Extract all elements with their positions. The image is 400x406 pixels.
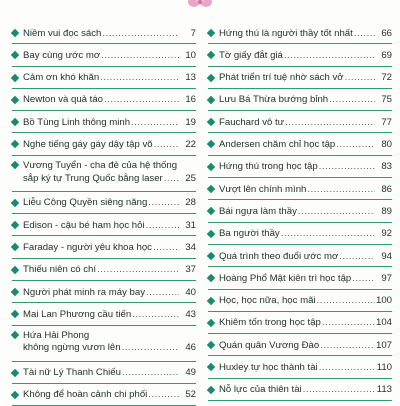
toc-entry[interactable] (208, 356, 392, 378)
toc-entry-title: Phát triển trí tuệ nhờ sách vở (219, 72, 344, 84)
toc-left-column (12, 22, 196, 406)
diamond-bullet-icon (11, 51, 19, 59)
toc-entry[interactable] (12, 44, 196, 66)
toc-entry-title: Andersen chăm chỉ học tập (219, 139, 336, 151)
toc-entry-page: 89 (381, 205, 392, 217)
toc-entry[interactable] (208, 156, 392, 178)
toc-entry-page: 83 (381, 161, 392, 173)
toc-entry-title: Không để hoàn cảnh chi phối (23, 389, 148, 401)
toc-entry-title: Hứng thú trong học tập (219, 161, 318, 173)
toc-entry-page: 46 (185, 342, 196, 354)
toc-entry-title: Mai Lan Phương cầu tiến (23, 308, 132, 320)
toc-entry-page: 7 (190, 27, 196, 39)
diamond-bullet-icon (11, 391, 19, 399)
diamond-bullet-icon (11, 288, 19, 296)
toc-entry-page: 69 (381, 49, 392, 61)
toc-entry-title: Tài nữ Lý Thanh Chiếu (23, 367, 121, 379)
toc-entry-title-line1: Vương Tuyển - cha đẻ của hệ thống (23, 159, 178, 171)
toc-entry-title: Bồ Tùng Linh thông minh (23, 116, 131, 128)
toc-entry[interactable] (208, 89, 392, 111)
diamond-bullet-icon (11, 161, 19, 169)
toc-entry[interactable] (208, 223, 392, 245)
toc-entry[interactable] (208, 290, 392, 312)
toc-entry[interactable] (12, 192, 196, 214)
toc-entry[interactable] (12, 281, 196, 303)
diamond-bullet-icon (11, 243, 19, 251)
diamond-bullet-icon (11, 330, 19, 338)
toc-entry-title: Quán quân Vương Đào (219, 339, 320, 351)
toc-entry[interactable] (208, 379, 392, 401)
toc-entry-title: Niềm vui đọc sách (23, 27, 102, 39)
diamond-bullet-icon (11, 368, 19, 376)
diamond-bullet-icon (207, 341, 215, 349)
diamond-bullet-icon (207, 386, 215, 394)
toc-entry-page: 10 (185, 49, 196, 61)
toc-entry[interactable] (208, 267, 392, 289)
toc-entry-title: Bay cùng ước mơ (23, 49, 101, 61)
toc-entry-title: Khiêm tốn trong học tập (219, 317, 321, 329)
toc-entry[interactable] (12, 362, 196, 384)
diamond-bullet-icon (11, 73, 19, 81)
toc-entry-title: Nghe tiếng gáy gáy dậy tập võ (23, 139, 153, 151)
toc-entry-page: 43 (185, 308, 196, 320)
toc-entry-title: Tờ giấy đắt giá (219, 49, 283, 61)
toc-entry[interactable] (12, 89, 196, 111)
toc-entry-page: 104 (375, 317, 392, 329)
toc-entry-title: Người phát minh ra máy bay (23, 286, 146, 298)
toc-entry-page: 31 (185, 219, 196, 231)
toc-entry[interactable] (12, 111, 196, 133)
toc-entry-page: 110 (376, 362, 392, 374)
toc-entry-page: 72 (381, 72, 392, 84)
toc-entry[interactable] (12, 326, 196, 362)
toc-entry[interactable] (12, 133, 196, 155)
diamond-bullet-icon (11, 221, 19, 229)
diamond-bullet-icon (207, 51, 215, 59)
toc-entry-page: 49 (185, 367, 196, 379)
toc-entry[interactable] (208, 312, 392, 334)
flower-icon (187, 0, 213, 10)
toc-entry-title: Quá trình theo đuổi ước mơ (219, 250, 339, 262)
toc-entry[interactable] (208, 44, 392, 66)
toc-entry-page: 94 (381, 250, 392, 262)
toc-entry-page: 13 (185, 72, 196, 84)
toc-entry[interactable] (208, 67, 392, 89)
toc-entry-title: Vượt lên chính mình (219, 183, 307, 195)
toc-entry[interactable] (208, 133, 392, 155)
toc-entry[interactable] (12, 22, 196, 44)
toc-right-column (208, 22, 392, 401)
toc-entry[interactable] (208, 178, 392, 200)
toc-entry-page: 34 (185, 241, 196, 253)
toc-entry-page: 16 (185, 94, 196, 106)
toc-entry-page: 97 (381, 272, 392, 284)
toc-entry-page: 28 (185, 197, 196, 209)
diamond-bullet-icon (11, 96, 19, 104)
toc-entry-page: 80 (381, 139, 392, 151)
toc-entry-page: 92 (381, 228, 392, 240)
toc-entry[interactable] (12, 214, 196, 236)
toc-entry-title: Bái ngựa làm thầy (219, 205, 297, 217)
diamond-bullet-icon (11, 29, 19, 37)
toc-entry[interactable] (12, 303, 196, 325)
diamond-bullet-icon (11, 265, 19, 273)
toc-entry-title: Edison - cậu bé ham học hỏi (23, 219, 145, 231)
diamond-bullet-icon (207, 207, 215, 215)
toc-entry-page: 40 (185, 286, 196, 298)
toc-entry-page: 25 (185, 172, 196, 184)
toc-entry[interactable] (208, 22, 392, 44)
diamond-bullet-icon (207, 229, 215, 237)
diamond-bullet-icon (207, 252, 215, 260)
toc-entry[interactable] (12, 259, 196, 281)
toc-entry[interactable] (208, 334, 392, 356)
toc-entry[interactable] (12, 67, 196, 89)
toc-entry-page: 52 (185, 389, 196, 401)
toc-entry-title: Cảm ơn khó khăn (23, 72, 100, 84)
toc-entry-page: 107 (375, 339, 392, 351)
diamond-bullet-icon (207, 274, 215, 282)
toc-entry-title: Lưu Bá Thừa bướng bỉnh (219, 94, 329, 106)
diamond-bullet-icon (207, 185, 215, 193)
toc-entry-title-line1: Hứa Hải Phong (23, 329, 90, 341)
diamond-bullet-icon (207, 363, 215, 371)
toc-entry-title: Ba người thầy (219, 228, 280, 240)
toc-entry[interactable] (12, 384, 196, 406)
diamond-bullet-icon (207, 96, 215, 104)
toc-entry-title: Huxley tự học thành tài (219, 362, 318, 374)
diamond-bullet-icon (207, 296, 215, 304)
toc-entry-title: Nỗ lực của thiên tài (219, 384, 302, 396)
toc-entry-page: 19 (185, 116, 196, 128)
toc-entry-page: 66 (381, 27, 392, 39)
toc-entry-title: Hoàng Phổ Mật kiên trì học tập (219, 272, 352, 284)
toc-entry-title: Học, học nữa, học mãi (219, 295, 316, 307)
toc-entry-title: Thiếu niên có chí (23, 264, 97, 276)
diamond-bullet-icon (207, 140, 215, 148)
diamond-bullet-icon (207, 319, 215, 327)
toc-entry-page: 22 (185, 139, 196, 151)
toc-entry-title: Hứng thú là người thầy tốt nhất (219, 27, 353, 39)
toc-entry-page: 100 (375, 295, 392, 307)
diamond-bullet-icon (11, 199, 19, 207)
diamond-bullet-icon (11, 310, 19, 318)
toc-entry-title-line2: sắp ký tự Trung Quốc bằng laser (23, 172, 163, 184)
toc-entry-title: Faraday - người yêu khoa học (23, 241, 152, 253)
toc-entry-page: 113 (376, 384, 392, 396)
diamond-bullet-icon (207, 163, 215, 171)
toc-entry-page: 86 (381, 183, 392, 195)
toc-entry[interactable] (12, 156, 196, 192)
toc-entry[interactable] (208, 245, 392, 267)
toc-entry-page: 77 (381, 116, 392, 128)
toc-entry-title: Fauchard vô tư (219, 116, 285, 128)
toc-entry-page: 37 (185, 264, 196, 276)
toc-entry-title: Newton và quả táo (23, 94, 104, 106)
toc-entry-page: 75 (381, 94, 392, 106)
toc-entry-title: Liễu Công Quyền siêng năng (23, 197, 148, 209)
diamond-bullet-icon (207, 73, 215, 81)
diamond-bullet-icon (207, 29, 215, 37)
diamond-bullet-icon (11, 140, 19, 148)
toc-entry[interactable] (208, 200, 392, 222)
diamond-bullet-icon (207, 118, 215, 126)
toc-entry-title-line2: không ngừng vươn lên (23, 342, 121, 354)
toc-entry[interactable] (12, 236, 196, 258)
diamond-bullet-icon (11, 118, 19, 126)
toc-entry[interactable] (208, 111, 392, 133)
